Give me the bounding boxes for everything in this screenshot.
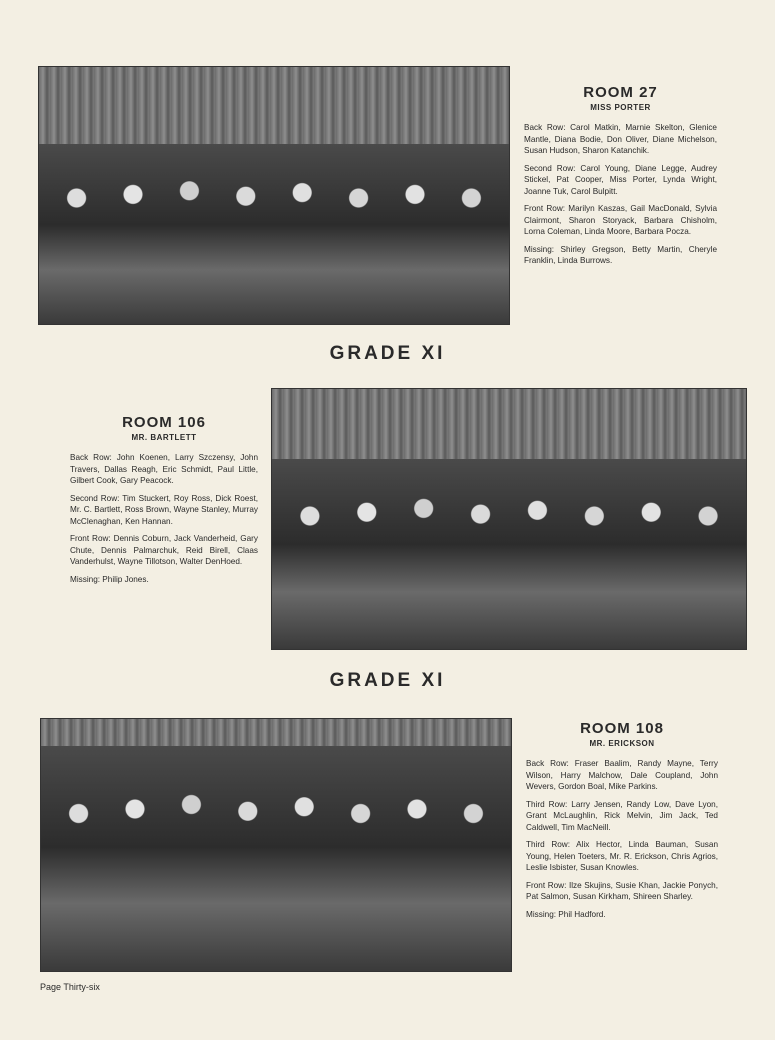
room-108-third-row-b: Third Row: Alix Hector, Linda Bauman, Susan Young, Helen Toeters, Mr. R. Erickson, Chris Agrios, Leslie Isbister, Susan Knowles. — [526, 840, 718, 872]
room-106-front-row: Front Row: Dennis Coburn, Jack Vanderheid, Gary Chute, Dennis Palmarchuk, Reid Birell, Claas Vanderhulst, Wayne Tillotson, Walter DenHoed. — [70, 534, 258, 566]
room-108-class-photo — [40, 718, 512, 972]
room-106-second-row: Second Row: Tim Stuckert, Roy Ross, Dick Roest, Mr. C. Bartlett, Ross Brown, Wayne Stanley, Murray McClenaghan, Ken Hannan. — [70, 493, 258, 526]
room-108-caption — [526, 720, 718, 926]
grade-heading: GRADE XI — [329, 343, 446, 364]
room-106-back-row: Back Row: John Koenen, Larry Szczensy, John Travers, Dallas Reagh, Eric Schmidt, Paul Little, Gilbert Cook, Gary Peacock. — [70, 453, 258, 485]
room-108-third-row-a: Third Row: Larry Jensen, Randy Low, Dave Lyon, Grant McLaughlin, Rick Melvin, Jim Jack, Ted Caldwell, Tim MacNeill. — [526, 799, 718, 832]
room-108-back-row: Back Row: Fraser Baalim, Randy Mayne, Terry Wilson, Harry Malchow, Dale Coupland, John Wevers, Gordon Boal, Mike Parkins. — [526, 759, 718, 791]
room-27-second-row: Second Row: Carol Young, Diane Legge, Audrey Stickel, Pat Cooper, Miss Porter, Lynda Wright, Joanne Tuk, Carol Bulpitt. — [524, 163, 717, 196]
room-27-class-photo — [38, 66, 510, 325]
room-27-title: ROOM 27 — [583, 84, 658, 101]
grade-heading: GRADE XI — [329, 670, 446, 691]
room-27-missing: Missing: Shirley Gregson, Betty Martin, Cheryle Franklin, Linda Burrows. — [524, 244, 717, 265]
room-108-front-row: Front Row: Ilze Skujins, Susie Khan, Jackie Ponych, Pat Salmon, Susan Kirkham, Shireen Sharley. — [526, 880, 718, 901]
room-108-title: ROOM 108 — [580, 720, 664, 737]
room-106-caption — [70, 414, 258, 591]
room-106-teacher: MR. BARTLETT — [131, 433, 197, 442]
room-27-teacher: MISS PORTER — [590, 103, 651, 112]
room-106-missing: Missing: Philip Jones. — [70, 574, 149, 584]
page-number: Page Thirty-six — [40, 982, 100, 992]
room-27-front-row: Front Row: Marilyn Kaszas, Gail MacDonald, Sylvia Clairmont, Sharon Storyack, Barbara Chisholm, Lorna Coleman, Linda Moore, Barbara Pocza. — [524, 204, 717, 236]
room-106-class-photo — [271, 388, 747, 650]
room-106-title: ROOM 106 — [122, 414, 206, 431]
room-108-missing: Missing: Phil Hadford. — [526, 909, 606, 919]
room-108-teacher: MR. ERICKSON — [589, 739, 655, 748]
room-27-back-row: Back Row: Carol Matkin, Marnie Skelton, Glenice Mantle, Diana Bodie, Don Oliver, Diane Michelson, Susan Hudson, Sharon Katanchik. — [524, 123, 717, 155]
room-27-caption — [524, 84, 717, 273]
